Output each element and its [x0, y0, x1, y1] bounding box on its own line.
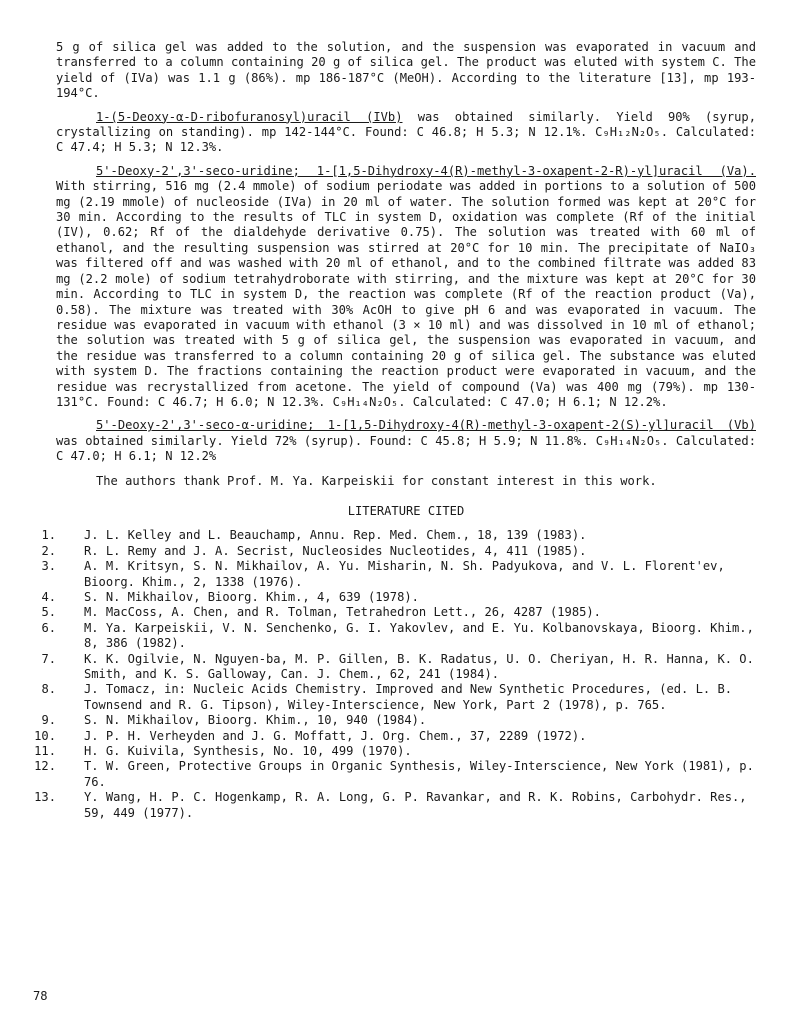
- reference-item: [41, 590, 756, 605]
- compound-body-vb: was obtained similarly. Yield 72% (syrup). Found: C 45.8; H 5.9; N 11.8%. C₉H₁₄N₂O₅. Calculated: C 47.0; H 6.1; N 12.2%: [56, 433, 756, 464]
- page-number: 78: [33, 989, 48, 1003]
- paragraph-ivb-compound: [56, 110, 756, 156]
- reference-text: J. P. H. Verheyden and J. G. Moffatt, J. Org. Chem., 37, 2289 (1972).: [84, 728, 587, 743]
- paragraph-vb-compound: [56, 418, 756, 464]
- reference-item: [41, 713, 756, 728]
- compound-title-ivb: 1-(5-Deoxy-α-D-ribofuranosyl)uracil (IVb): [96, 109, 403, 124]
- reference-number: 1.: [41, 528, 56, 543]
- reference-number: 4.: [41, 590, 56, 604]
- paragraph-va-compound: [56, 164, 756, 411]
- compound-body-va: With stirring, 516 mg (2.4 mmole) of sodium periodate was added in portions to a solution of 500 mg (2.19 mmole) of nucleoside (IVa) in 20 ml of water. The solution formed was kept at 20°C for 30 min. According to the results of TLC in system D, oxidation was complete (Rf of the initial (IV), 0.62; Rf of the dialdehyde derivative 0.75). The solution was treated with 60 ml of ethanol, and the resulting suspension was stirred at 20°C for 10 min. The precipitate of NaIO₃ was filtered off and was washed with 20 ml of ethanol, and to the combined filtrate was added 83 mg (2.2 mole) of sodium tetrahydroborate with stirring, and the mixture was kept at 20°C for 30 min. According to TLC in system D, the reaction was complete (Rf of the reaction product (Va), 0.58). The mixture was treated with 30% AcOH to give pH 6 and was evaporated in vacuum. The residue was evaporated in vacuum with ethanol (3 × 10 ml) and was dissolved in 10 ml of ethanol; the solution was treated with 5 g of silica gel, the suspension was evaporated in vacuum, and the residue was transferred to a column containing 20 g of silica gel. The substance was eluted with system D. The fractions containing the reaction product were evaporated in vacuum, and the residue was recrystallized from acetone. The yield of compound (Va) was 400 mg (79%). mp 130-131°C. Found: C 46.7; H 6.0; N 12.3%. C₉H₁₄N₂O₅. Calculated: C 47.0; H 6.1; N 12.2%.: [56, 179, 756, 409]
- reference-item: [34, 728, 756, 744]
- reference-number: 8.: [41, 682, 56, 697]
- reference-item: [34, 759, 756, 790]
- reference-text: H. G. Kuivila, Synthesis, No. 10, 499 (1970).: [84, 744, 412, 759]
- reference-text: S. N. Mikhailov, Bioorg. Khim., 10, 940 (1984).: [84, 713, 427, 728]
- literature-cited-heading: LITERATURE CITED: [347, 503, 465, 518]
- reference-number: 12.: [34, 759, 56, 774]
- paragraph-ivb-procedure-end: 5 g of silica gel was added to the solution, and the suspension was evaporated in vacuum and transferred to a column containing 20 g of silica gel. The product was eluted with system C. The yield of (IVa) was 1.1 g (86%). mp 186-187°C (MeOH). According to the literature [13], mp 193-194°C.: [56, 40, 756, 101]
- reference-text: R. L. Remy and J. A. Secrist, Nucleosides Nucleotides, 4, 411 (1985).: [84, 543, 587, 558]
- reference-text: J. Tomacz, in: Nucleic Acids Chemistry. Improved and New Synthetic Procedures, (ed. L. B. Townsend and R. G. Tipson), Wiley-Interscience, New York, Part 2 (1978), p. 765.: [84, 682, 733, 712]
- reference-text: S. N. Mikhailov, Bioorg. Khim., 4, 639 (1978).: [84, 590, 419, 604]
- reference-number: 2.: [41, 543, 56, 558]
- reference-text: M. Ya. Karpeiskii, V. N. Senchenko, G. I. Yakovlev, and E. Yu. Kolbanovskaya, Bioorg. Khim., 8, 386 (1982).: [84, 620, 754, 651]
- reference-text: T. W. Green, Protective Groups in Organic Synthesis, Wiley-Interscience, New York (1981), p. 76.: [84, 759, 754, 789]
- compound-title-vb: 5'-Deoxy-2',3'-seco-α-uridine; 1-[1,5-Dihydroxy-4(R)-methyl-3-oxapent-2(S)-yl]uracil (Vb): [96, 418, 756, 433]
- reference-item: [41, 682, 756, 713]
- reference-item: [41, 559, 756, 590]
- reference-number: 5.: [41, 605, 56, 620]
- reference-number: 10.: [34, 728, 56, 743]
- reference-text: M. MacCoss, A. Chen, and R. Tolman, Tetrahedron Lett., 26, 4287 (1985).: [84, 605, 601, 620]
- reference-item: [34, 744, 756, 759]
- reference-item: [41, 651, 756, 683]
- reference-text: A. M. Kritsyn, S. N. Mikhailov, A. Yu. Misharin, N. Sh. Padyukova, and V. L. Florent'ev, Bioorg. Khim., 2, 1338 (1976).: [84, 559, 725, 589]
- reference-text: Y. Wang, H. P. C. Hogenkamp, R. A. Long, G. P. Ravankar, and R. K. Robins, Carbohydr. Res., 59, 449 (1977).: [84, 790, 747, 820]
- compound-body-ivb: was obtained similarly. Yield 90% (syrup, crystallizing on standing). mp 142-144°C. Found: C 46.8; H 5.3; N 12.1%. C₉H₁₂N₂O₅. Calculated: C 47.4; H 5.3; N 12.3%.: [56, 109, 756, 155]
- reference-text: K. K. Ogilvie, N. Nguyen-ba, M. P. Gillen, B. K. Radatus, U. O. Cheriyan, H. R. Hanna, K. O. Smith, and K. S. Galloway, Can. J. Chem., 62, 241 (1984).: [84, 651, 754, 682]
- reference-item: [34, 790, 756, 821]
- reference-number: 3.: [41, 559, 56, 574]
- acknowledgment: The authors thank Prof. M. Ya. Karpeiskii for constant interest in this work.: [96, 473, 657, 488]
- reference-item: [41, 620, 756, 652]
- reference-item: [41, 543, 756, 559]
- compound-title-va: 5'-Deoxy-2',3'-seco-uridine; 1-[1,5-Dihydroxy-4(R)-methyl-3-oxapent-2-R)-yl]uracil (Va).: [96, 163, 756, 178]
- reference-item: [41, 605, 756, 620]
- reference-number: 9.: [41, 713, 56, 728]
- reference-number: 7.: [41, 651, 56, 666]
- reference-number: 6.: [41, 620, 56, 635]
- reference-number: 13.: [34, 790, 56, 805]
- reference-list: [34, 528, 756, 821]
- reference-number: 11.: [34, 744, 56, 759]
- reference-item: [41, 528, 756, 543]
- reference-text: J. L. Kelley and L. Beauchamp, Annu. Rep. Med. Chem., 18, 139 (1983).: [84, 528, 587, 543]
- document-page: [34, 40, 756, 821]
